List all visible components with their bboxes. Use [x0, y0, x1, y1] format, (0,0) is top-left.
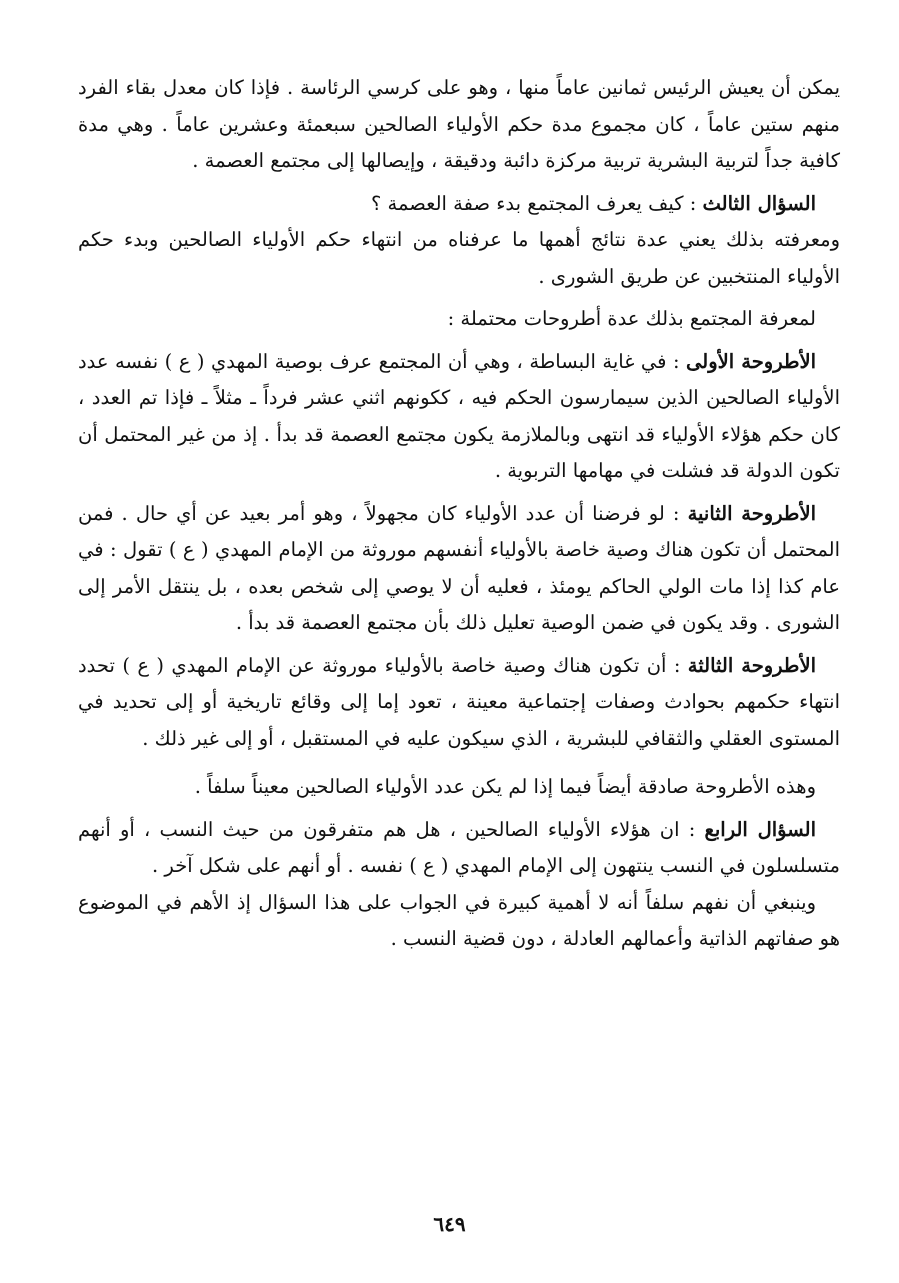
paragraph-text: : أن تكون هناك وصية خاصة بالأولياء موروثة عن الإمام المهدي ( ع ) تحدد انتهاء حكمهم بحوادث وصفات إجتماعية معينة ، تعود إما إلى وقائع تاريخية أو إلى تحديد في المستوى العقلي والثقافي للبشرية ، الذي سيكون عليه في المستقبل ، أو إلى غير ذلك . [78, 653, 840, 750]
heading-second-thesis: الأطروحة الثانية [687, 501, 816, 525]
paragraph-text: : في غاية البساطة ، وهي أن المجتمع عرف بوصية المهدي ( ع ) نفسه عدد الأولياء الصالحين الذين سيمارسون الحكم فيه ، ككونهم اثني عشر فرداً ـ مثلاً ـ فإذا تم العدد ، كان حكم هؤلاء الأولياء قد انتهى وبالملازمة يكون مجتمع العصمة قد بدأ . إذ من غير المحتمل أن تكون الدولة قد فشلت في مهامها التربوية . [78, 349, 840, 482]
paragraph-text: : كيف يعرف المجتمع بدء صفة العصمة ؟ [370, 191, 703, 215]
paragraph-text: يمكن أن يعيش الرئيس ثمانين عاماً منها ، وهو على كرسي الرئاسة . فإذا كان معدل بقاء الفرد منهم ستين عاماً ، كان مجموع مدة حكم الأولياء الصالحين سبعمئة وعشرين عاماً . وهي مدة كافية جداً لتربية البشرية تربية مركزة دائبة ودقيقة ، وإيصالها إلى مجتمع العصمة . [78, 76, 840, 172]
paragraph-possible-theses [78, 301, 840, 338]
paragraph-knowledge-results [78, 222, 840, 295]
paragraph-fourth-question [78, 812, 840, 885]
paragraph-continuation [78, 70, 840, 180]
paragraph-text: ومعرفته بذلك يعني عدة نتائج أهمها ما عرفناه من انتهاء حكم الأولياء الصالحين وبدء حكم الأولياء المنتخبين عن طريق الشورى . [78, 228, 840, 288]
paragraph-text: : ان هؤلاء الأولياء الصالحين ، هل هم متفرقون من حيث النسب ، أو أنهم متسلسلون في النسب ينتهون إلى الإمام المهدي ( ع ) نفسه . أو أنهم على شكل آخر . [78, 817, 840, 877]
paragraph-third-thesis [78, 648, 840, 758]
paragraph-text: وينبغي أن نفهم سلفاً أنه لا أهمية كبيرة في الجواب على هذا السؤال إذ الأهم في الموضوع هو صفاتهم الذاتية وأعمالهم العادلة ، دون قضية النسب . [78, 890, 840, 950]
paragraph-text: لمعرفة المجتمع بذلك عدة أطروحات محتملة : [447, 307, 816, 330]
paragraph-thesis-note [78, 769, 840, 806]
paragraph-text: : لو فرضنا أن عدد الأولياء كان مجهولاً ، وهو أمر بعيد عن أي حال . فمن المحتمل أن تكون هناك وصية خاصة بالأولياء أنفسهم موروثة من الإمام المهدي ( ع ) تقول : في عام كذا إذا مات الولي الحاكم يومئذ ، فعليه أن لا يوصي إلى شخص بعده ، بل ينتقل الأمر إلى الشورى . وقد يكون في ضمن الوصية تعليل ذلك بأن مجتمع العصمة قد بدأ . [78, 501, 840, 634]
book-page-body [78, 70, 840, 958]
heading-third-thesis: الأطروحة الثالثة [687, 653, 816, 677]
paragraph-first-thesis [78, 344, 840, 490]
paragraph-text: وهذه الأطروحة صادقة أيضاً فيما إذا لم يكن عدد الأولياء الصالحين معيناً سلفاً . [194, 775, 816, 798]
paragraph-lineage-note [78, 885, 840, 958]
heading-first-thesis: الأطروحة الأولى [686, 349, 817, 373]
heading-fourth-question: السؤال الرابع [704, 817, 816, 841]
paragraph-third-question [78, 186, 840, 223]
paragraph-second-thesis [78, 496, 840, 642]
heading-third-question: السؤال الثالث [702, 191, 816, 215]
page-number: ٦٤٩ [433, 1212, 466, 1236]
